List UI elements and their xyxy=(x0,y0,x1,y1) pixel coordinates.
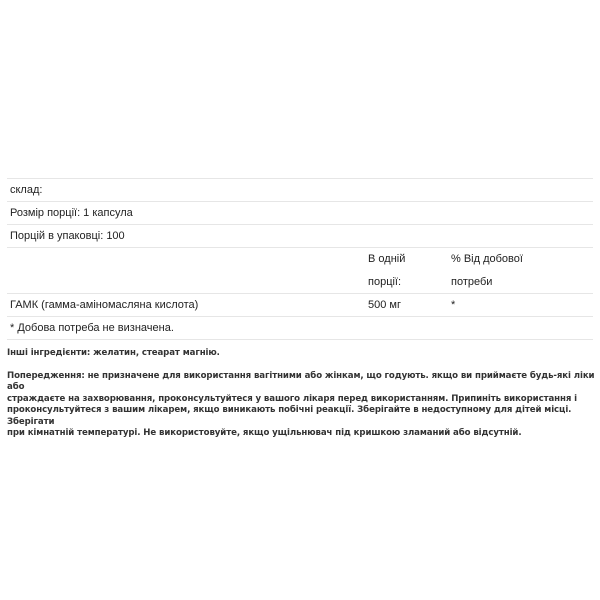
serving-size: Розмір порції: 1 капсула xyxy=(10,207,133,219)
column-header-row xyxy=(7,247,593,293)
warning-text: Попередження: не призначене для використання вагітними або жінкам, що годують. якщо ви приймаєте будь-які ліки або страждаєте на захворювання, проконсультуйтеся у вашого лікаря перед використанням. Припиніть використання і проконсультуйтеся з вашим лікарем, якщо виникають побічні реакції. Зберігайте в недоступному для дітей місці. Зберігати при кімнатній температурі. Не використовуйте, якщо ущільнювач під кришкою зламаний або відсутній. xyxy=(7,370,595,438)
serving-size-row xyxy=(7,201,593,224)
nutrient-row xyxy=(7,293,593,316)
nutrient-name: ГАМК (гамма-аміномасляна кислота) xyxy=(10,299,199,311)
servings-per-container: Порцій в упаковці: 100 xyxy=(10,230,125,242)
supplement-facts-table xyxy=(7,178,593,340)
facts-title: склад: xyxy=(10,184,43,196)
facts-title-row xyxy=(7,178,593,201)
notes-section xyxy=(7,348,597,451)
amount-per-serving-header: В одній порції: xyxy=(368,253,406,288)
footnote: * Добова потреба не визначена. xyxy=(10,322,174,334)
nutrient-daily-value: * xyxy=(451,299,456,311)
nutrient-amount: 500 мг xyxy=(368,299,401,311)
daily-value-header: % Від добової потреби xyxy=(451,253,523,288)
servings-per-container-row xyxy=(7,224,593,247)
other-ingredients: Інші інгредієнти: желатин, стеарат магнію. xyxy=(7,348,220,358)
footnote-row xyxy=(7,316,593,340)
